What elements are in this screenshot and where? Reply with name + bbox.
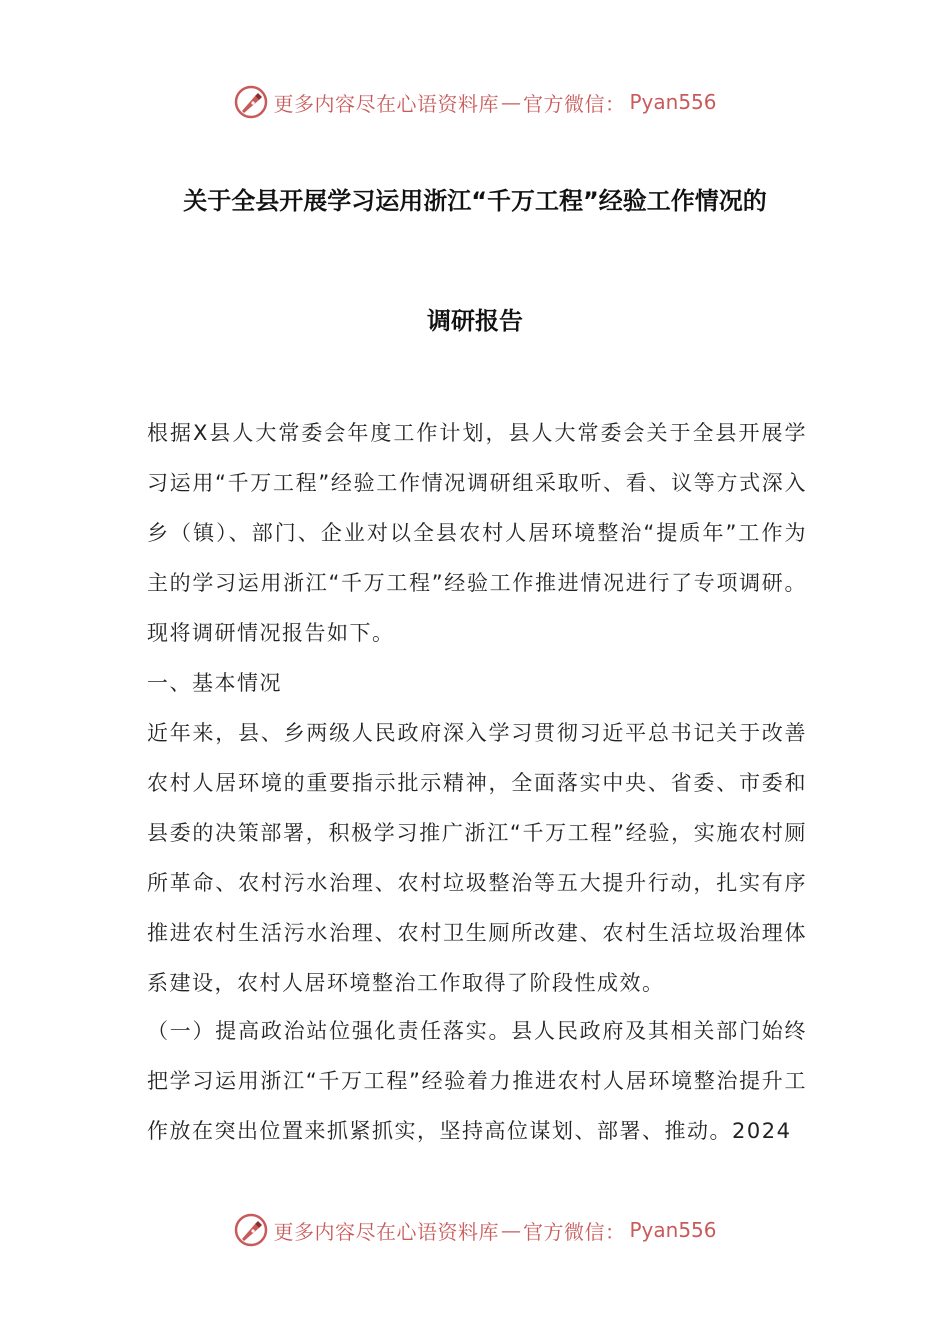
paragraph-basic-situation: 近年来，县、乡两级人民政府深入学习贯彻习近平总书记关于改善农村人居环境的重要指示批示精神，全面落实中央、省委、市委和县委的决策部署，积极学习推广浙江“千万工程”经验，实施农村厕所革命、农村污水治理、农村垃圾整治等五大提升行动，扎实有序推进农村生活污水治理、农村卫生厕所改建、农村生活垃圾治理体系建设，农村人居环境整治工作取得了阶段性成效。 — [147, 721, 807, 995]
watermark-text: 更多内容尽在心语资料库 — [273, 91, 499, 116]
paragraph-intro: 根据X县人大常委会年度工作计划，县人大常委会关于全县开展学习运用“千万工程”经验工作情况调研组采取听、看、议等方式深入乡（镇）、部门、企业对以全县农村人居环境整治“提质年”工作为主的学习运用浙江“千万工程”经验工作推进情况进行了专项调研。现将调研情况报告如下。 — [147, 421, 807, 645]
watermark-dash: — — [500, 1218, 521, 1242]
watermark-text: 更多内容尽在心语资料库 — [273, 1219, 499, 1244]
pen-nib-logo-icon — [233, 1212, 269, 1248]
pen-nib-logo-icon — [233, 84, 269, 120]
section-heading: 一、基本情况 — [147, 671, 282, 695]
paragraph-subsection-1: （一）提高政治站位强化责任落实。县人民政府及其相关部门始终把学习运用浙江“千万工程”经验着力推进农村人居环境整治提升工作放在突出位置来抓紧抓实，坚持高位谋划、部署、推动。2024 — [147, 1019, 807, 1143]
document-title-line1: 关于全县开展学习运用浙江“千万工程”经验工作情况的 — [183, 187, 767, 215]
watermark-footer — [0, 1210, 950, 1250]
watermark-official: 官方微信： — [522, 1219, 626, 1244]
watermark-dash: — — [500, 90, 521, 114]
watermark-header — [0, 82, 950, 122]
watermark-official: 官方微信： — [522, 91, 626, 116]
watermark-id: Pyan556 — [629, 1218, 717, 1242]
watermark-id: Pyan556 — [629, 90, 717, 114]
document-title-line2: 调研报告 — [427, 307, 523, 335]
